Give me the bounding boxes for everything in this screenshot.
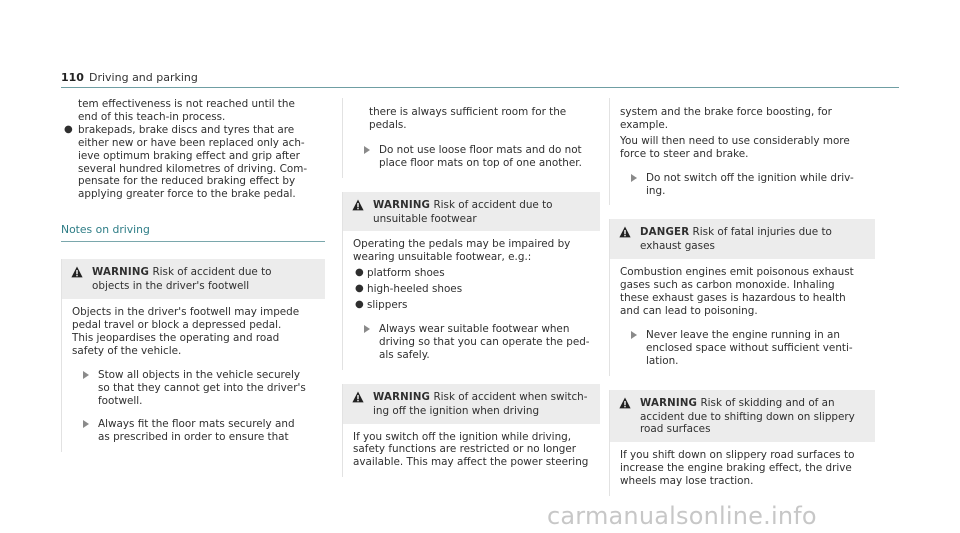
- column-3: [609, 98, 875, 496]
- danger-keyword: DANGER: [640, 227, 690, 239]
- warning-footwell-box: [61, 259, 325, 452]
- section-title: Notes on driving: [61, 223, 325, 242]
- action-arrow-icon: [364, 325, 370, 333]
- chapter-title: Driving and parking: [89, 71, 198, 84]
- action-step: Do not use loose floor mats and do not place floor mats on top of one another.: [353, 144, 592, 170]
- warning-triangle-icon: [71, 266, 83, 278]
- bullet-icon: ●: [64, 123, 73, 135]
- action-arrow-icon: [83, 371, 89, 379]
- list-item: ● slippers: [355, 299, 408, 312]
- warning-body: If you shift down on slippery road surfaces to increase the engine braking effect, the drive wheels may lose traction.: [620, 449, 855, 488]
- bullet-brakepads: ● brakepads, brake discs and tyres that are either new or have been replaced only ach- ieve optimum braking effect and grip after several hundred kilometres of driving. Com- pensate for the reduced braking effect by applying greater force to the brake pedal.: [64, 123, 308, 201]
- intro-paragraph: tem effectiveness is not reached until the end of this teach-in process.: [78, 98, 295, 123]
- action-step: Do not switch off the ignition while driv- ing.: [620, 172, 867, 198]
- action-step: Always fit the floor mats securely and as prescribed in order to ensure that: [72, 418, 317, 444]
- column-2: [342, 98, 600, 477]
- warning-triangle-icon: [619, 226, 631, 238]
- warning-body: If you switch off the ignition while driving, safety functions are restricted or no longer available. This may affect the power steering: [353, 430, 589, 469]
- watermark: carmanualsonline.info: [547, 502, 817, 530]
- continued-text: there is always sufficient room for the pedals.: [369, 106, 567, 131]
- warning-keyword: WARNING: [373, 199, 431, 211]
- column-1: [61, 98, 325, 452]
- warning-triangle-icon: [352, 391, 364, 403]
- paragraph: You will then need to use considerably more force to steer and brake.: [620, 134, 850, 160]
- bullet-icon: ●: [355, 267, 364, 279]
- action-arrow-icon: [631, 331, 637, 339]
- bullet-icon: ●: [355, 299, 364, 311]
- warning-continued-box: [609, 98, 875, 205]
- list-item: ● platform shoes: [355, 267, 445, 280]
- warning-continued-box: [342, 98, 600, 178]
- warning-keyword: WARNING: [640, 397, 698, 409]
- warning-header: WARNING Risk of accident due to unsuitable footwear: [343, 192, 600, 232]
- bullet-icon: ●: [355, 283, 364, 295]
- warning-keyword: WARNING: [373, 391, 431, 403]
- warning-header: WARNING Risk of accident due to objects in the driver's footwell: [62, 259, 325, 299]
- action-step: Stow all objects in the vehicle securely so that they cannot get into the driver's footwell.: [72, 369, 317, 408]
- action-arrow-icon: [364, 146, 370, 154]
- warning-header: WARNING Risk of skidding and of an accident due to shifting down on slippery road surfaces: [610, 390, 875, 443]
- warning-triangle-icon: [619, 397, 631, 409]
- list-item: ● high-heeled shoes: [355, 283, 463, 296]
- danger-body: Combustion engines emit poisonous exhaust gases such as carbon monoxide. Inhaling these exhaust gases is hazardous to health and can lead to poisoning. Never leave the engine running in an enclosed space without sufficient venti- lation.: [610, 259, 875, 375]
- action-arrow-icon: [631, 174, 637, 182]
- action-arrow-icon: [83, 420, 89, 428]
- warning-triangle-icon: [352, 199, 364, 211]
- warning-body: Objects in the driver's footwell may impede pedal travel or block a depressed pedal. This jeopardises the operating and road safety of the vehicle. Stow all objects in the vehicle securely so that they cannot get into the driver's footwell. Always fit the floor mats securely and as prescribed in order to ensure that: [62, 299, 325, 452]
- warning-ignition-box: [342, 384, 600, 478]
- continued-text: system and the brake force boosting, for example.: [620, 106, 832, 131]
- danger-header: DANGER Risk of fatal injuries due to exhaust gases: [610, 219, 875, 259]
- warning-keyword: WARNING: [92, 267, 150, 279]
- warning-skidding-box: [609, 390, 875, 496]
- warning-header: WARNING Risk of accident when switch- ing off the ignition when driving: [343, 384, 600, 424]
- action-step: Always wear suitable footwear when driving so that you can operate the ped- als safely.: [353, 323, 592, 362]
- action-step: Never leave the engine running in an enclosed space without sufficient venti- lation.: [620, 329, 867, 368]
- page-number: 110: [61, 71, 84, 84]
- page-header: [61, 68, 899, 88]
- warning-footwear-box: [342, 192, 600, 370]
- warning-body: Operating the pedals may be impaired by wearing unsuitable footwear, e.g.: ● platform shoes ● high-heeled shoes ● slippers Always wear suitable footwear when driving so that you can operate the ped- als safely.: [343, 231, 600, 369]
- danger-exhaust-box: [609, 219, 875, 375]
